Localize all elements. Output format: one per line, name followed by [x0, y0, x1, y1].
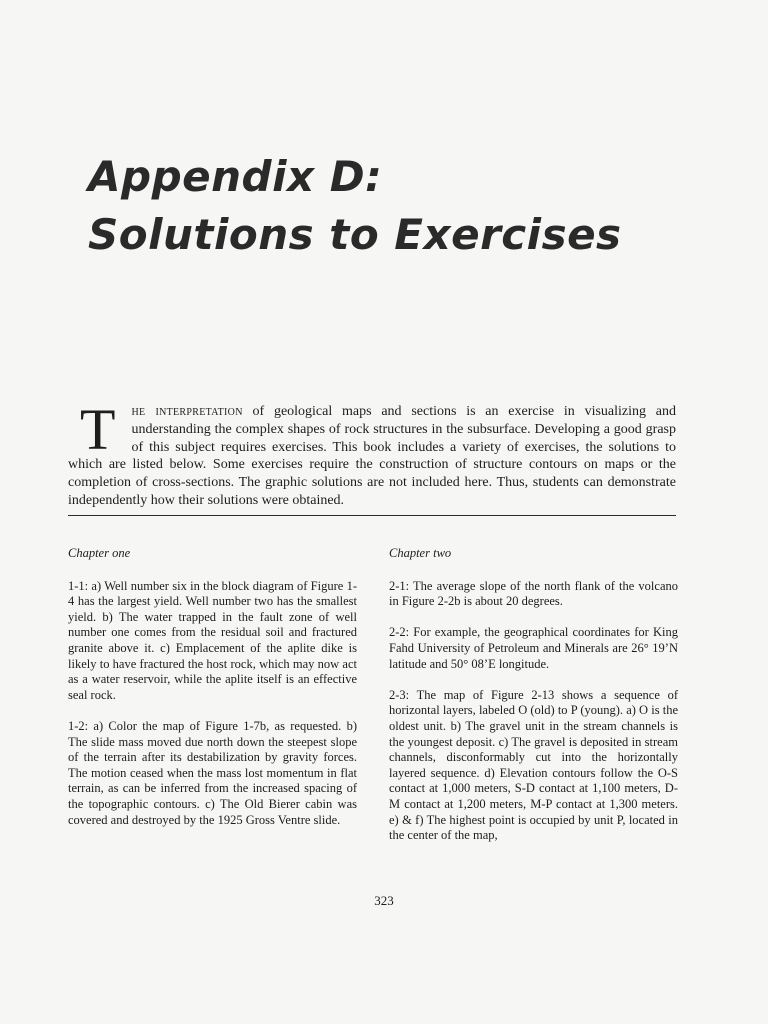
solution-1-2: 1-2: a) Color the map of Figure 1-7b, as requested. b) The slide mass moved due north down the steepest slope of the terrain after its destabilization by gravity forces. The motion ceased when the mass lost momentum in flat terrain, as can be inferred from the increased spacing of the topographic contours. c) The Old Bierer cabin was covered and destroyed by the 1925 Gross Ventre slide. — [68, 718, 357, 827]
appendix-title-line-1: Appendix D: — [88, 152, 383, 201]
solution-2-3: 2-3: The map of Figure 2-13 shows a sequence of horizontal layers, labeled O (old) to P (young). a) O is the oldest unit. b) The gravel unit in the stream channels is the youngest deposit. c) The gravel is deposited in stream channels, disconformably cut into the horizontally layered sequence. d) Elevation contours follow the O-S contact at 1,000 meters, S-D contact at 1,100 meters, D-M contact at 1,200 meters, M-P contact at 1,300 meters. e) & f) The highest point is occupied by unit P, located in the center of the map, — [389, 687, 678, 843]
intro-text: of geological maps and sections is an exercise in visualizing and understanding the complex shapes of rock structures in the subsurface. Developing a good grasp of this subject requires exercises. This book includes a variety of exercises, the solutions to which are listed below. Some exercises require the construction of structure contours on maps or the completion of cross-sections. The graphic solutions are not included here. Thus, students can demonstrate independently how their solutions were obtained. — [68, 404, 677, 508]
drop-cap: T — [80, 397, 116, 462]
column-chapter-one — [68, 546, 357, 844]
section-divider — [68, 515, 676, 516]
intro-paragraph — [68, 397, 677, 510]
chapter-two-heading: Chapter two — [389, 546, 452, 560]
appendix-title-line-2: Solutions to Exercises — [88, 210, 622, 259]
solution-2-2: 2-2: For example, the geographical coordinates for King Fahd University of Petroleum and Minerals are 26° 19’N latitude and 50° 08’E longitude. — [389, 625, 678, 671]
intro-lead-smallcaps: he interpretation — [131, 404, 243, 419]
page-number: 323 — [374, 893, 394, 908]
solution-1-1: 1-1: a) Well number six in the block diagram of Figure 1-4 has the largest yield. Well number two has the smallest yield. b) The water trapped in the fault zone of well number one comes from the residual soil and fractured granite above it. c) Emplacement of the aplite dike is likely to have fractured the host rock, which may now act as a water reservoir, while the aplite itself is an effective seal rock. — [68, 578, 357, 702]
column-chapter-two — [389, 546, 678, 859]
chapter-one-heading: Chapter one — [68, 546, 131, 560]
solution-2-1: 2-1: The average slope of the north flank of the volcano in Figure 2-2b is about 20 degrees. — [389, 578, 678, 609]
